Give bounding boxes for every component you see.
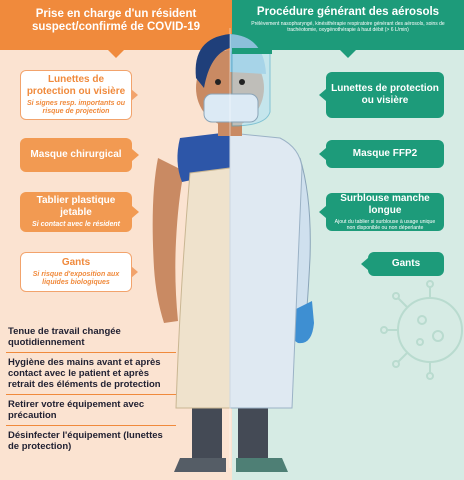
right-box-gloves-title: Gants [391, 258, 421, 269]
right-box-ffp2-mask-title: Masque FFP2 [352, 148, 418, 159]
left-box-eye-protection [20, 70, 132, 120]
right-header-notch [340, 50, 356, 58]
right-box-ffp2-mask [326, 140, 444, 168]
right-box-eye-protection [326, 72, 444, 118]
right-header-subtitle: Prélèvement nasopharyngé, kinésithérapie respiratoire générant des aérosols, soins de trachéotomie, oxygénothérapie à haut débit (> 6 L/min) [251, 21, 445, 33]
left-box-gloves-note: Si risque d'exposition aux liquides biologiques [32, 270, 120, 286]
right-box-gown-title: Surblouse manche longue [340, 192, 430, 216]
right-box-gown [326, 193, 444, 231]
left-box-apron [20, 192, 132, 232]
left-box-apron-note: Si contact avec le résident [32, 220, 120, 228]
right-box-eye-protection-title: Lunettes de protection ou visière [331, 83, 439, 106]
left-box-eye-protection-note: Si signes resp. importants ou risque de projection [26, 99, 126, 115]
right-header-title: Procédure générant des aérosols [256, 6, 440, 18]
left-header-title: Prise en charge d'un résident suspect/confirmé de COVID-19 [31, 8, 201, 33]
instruction-item: Hygiène des mains avant et après contact avec le patient et après retrait des éléments de protection [6, 353, 176, 395]
hygiene-instructions-list [6, 322, 176, 456]
instruction-item: Tenue de travail changée quotidiennement [6, 322, 176, 353]
left-box-gloves [20, 252, 132, 292]
instruction-item: Désinfecter l'équipement (lunettes de protection) [8, 430, 163, 452]
left-box-surgical-mask [20, 138, 132, 172]
virus-decoration-icon [380, 280, 464, 380]
left-box-eye-protection-title: Lunettes de protection ou visière [26, 73, 126, 97]
right-box-gown-note: Ajout du tablier si surblouse à usage unique non disponible ou non déperlante [334, 218, 436, 231]
left-box-gloves-title: Gants [61, 256, 91, 268]
left-box-apron-title: Tablier plastique jetable [36, 194, 116, 218]
left-box-surgical-mask-title: Masque chirurgical [30, 149, 122, 160]
instruction-item: Retirer votre équipement avec précaution [6, 395, 176, 426]
left-header-notch [108, 50, 124, 58]
right-box-gloves [368, 252, 444, 276]
